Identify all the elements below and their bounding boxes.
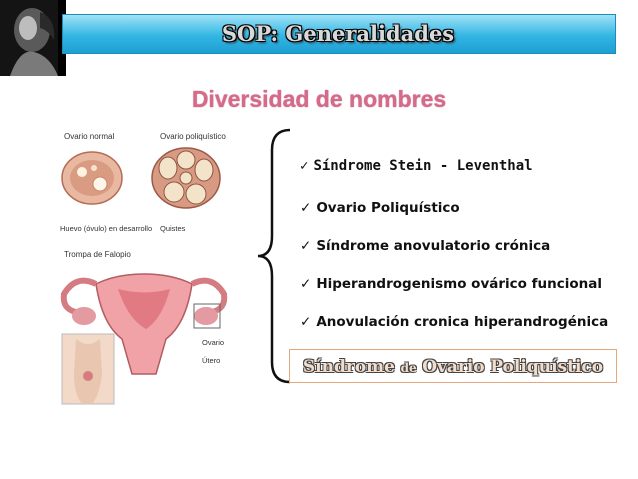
highlight-word: Síndrome (302, 357, 395, 377)
list-item-text: Síndrome Stein - Leventhal (313, 158, 533, 174)
highlight-word: de (400, 361, 417, 375)
label-cysts: Quistes (160, 224, 186, 233)
list-item-text: Hiperandrogenismo ovárico funcional (316, 276, 602, 292)
label-ovary: Ovario (202, 338, 225, 347)
label-uterus: Útero (202, 356, 221, 365)
highlight-word: Poliquístico (490, 357, 604, 377)
list-item (300, 276, 602, 292)
label-fallopian-tube: Trompa de Falopio (64, 250, 131, 259)
curly-brace (256, 128, 292, 384)
check-icon: ✓ (300, 200, 312, 216)
ovary-illustration (56, 124, 232, 406)
check-icon: ✓ (300, 276, 312, 292)
portrait-image (0, 0, 66, 76)
list-item-text: Anovulación cronica hiperandrogénica (316, 314, 609, 330)
list-item-text: Ovario Poliquístico (316, 200, 460, 216)
check-icon: ✓ (300, 238, 312, 254)
list-item (300, 158, 533, 174)
corner-photo (0, 0, 66, 76)
list-item (300, 238, 550, 254)
label-egg: Huevo (óvulo) en desarrollo (60, 224, 153, 233)
page-title: SOP: Generalidades (221, 21, 455, 46)
check-icon: ✓ (300, 314, 312, 330)
list-item (300, 314, 608, 330)
label-polycystic-ovary: Ovario poliquístico (160, 132, 226, 141)
highlight-box (289, 349, 617, 383)
label-normal-ovary: Ovario normal (64, 132, 115, 141)
check-icon: ✓ (300, 158, 309, 174)
slide-subtitle: Diversidad de nombres (191, 86, 447, 112)
list-item-text: Síndrome anovulatorio crónica (316, 238, 551, 254)
list-item (300, 200, 460, 216)
highlight-word: Ovario (422, 357, 485, 377)
